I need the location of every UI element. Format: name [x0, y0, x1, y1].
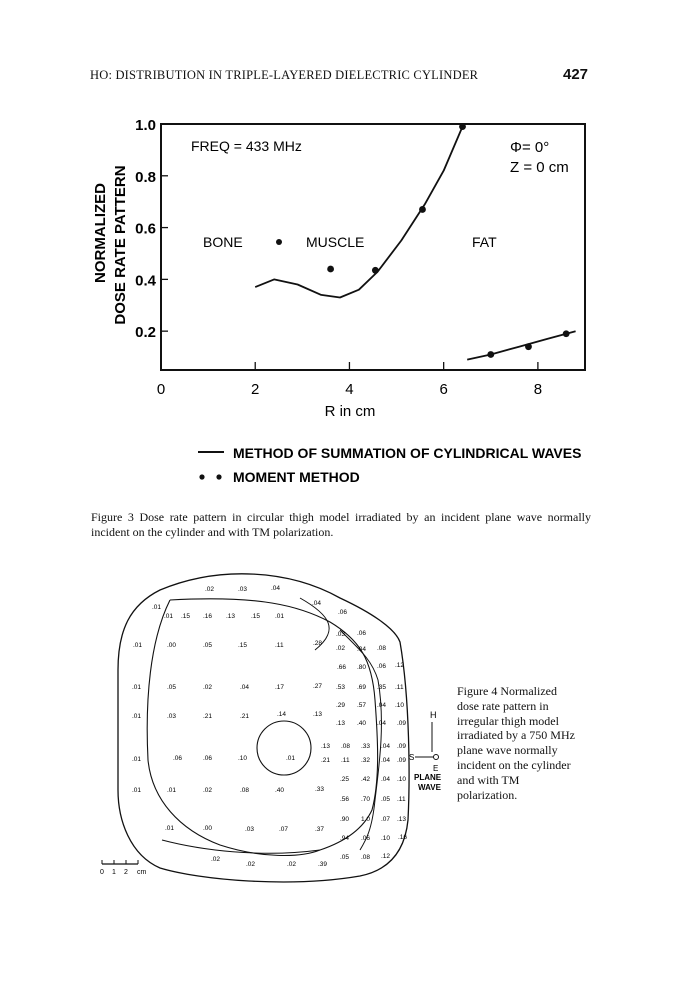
dose-rate-value: .05	[203, 642, 213, 649]
region-label-muscle: MUSCLE	[306, 234, 365, 250]
dose-rate-value: .94	[340, 835, 350, 842]
dose-rate-value: 1.0	[361, 816, 371, 823]
caption-line: Figure 4 Normalized	[457, 684, 557, 698]
dose-rate-value: .04	[271, 585, 281, 592]
dose-rate-value: .01	[167, 787, 177, 794]
region-label-fat: FAT	[472, 234, 497, 250]
dose-rate-value: .07	[279, 826, 289, 833]
dose-rate-value: .10	[397, 776, 407, 783]
dose-rate-value: .13	[313, 711, 323, 718]
dose-rate-value: .02	[336, 645, 346, 652]
dose-rate-value: .01	[132, 684, 142, 691]
dose-rate-value: .04	[312, 600, 322, 607]
dose-rate-value: .10	[395, 702, 405, 709]
y-tick-label: 1.0	[135, 117, 156, 134]
scale-label-0: 0	[100, 869, 104, 876]
figure-3-caption: Figure 3 Dose rate pattern in circular thigh model irradiated by an incident plane wave normally incident on the cylinder and with TM polarization.	[91, 510, 591, 539]
dose-rate-value: .01	[132, 756, 142, 763]
dose-rate-value: .13	[336, 720, 346, 727]
x-tick-label: 0	[156, 381, 166, 398]
dose-rate-value: .06	[361, 835, 371, 842]
dose-rate-value: .05	[381, 796, 391, 803]
dose-rate-value: .90	[340, 816, 350, 823]
dose-rate-value: .10	[381, 835, 391, 842]
dose-rate-value: .39	[318, 861, 328, 868]
dose-rate-value: .08	[341, 743, 351, 750]
dose-rate-value: .56	[340, 796, 350, 803]
dose-rate-value: .33	[315, 786, 325, 793]
dose-rate-value: .42	[361, 776, 371, 783]
dose-rate-value: .21	[203, 713, 213, 720]
y-axis-label-line2: DOSE RATE PATTERN	[112, 165, 129, 325]
dose-rate-value: .05	[167, 684, 177, 691]
figure-4-caption	[457, 684, 597, 802]
dose-rate-value: .00	[203, 825, 213, 832]
dose-rate-value: .11	[397, 796, 406, 803]
dose-rate-value: .02	[203, 787, 213, 794]
z-annotation: Z = 0 cm	[510, 159, 569, 176]
dose-rate-value: .09	[397, 720, 407, 727]
legend-label-summation: METHOD OF SUMMATION OF CYLINDRICAL WAVES	[233, 445, 582, 461]
dose-rate-value: .12	[381, 853, 391, 860]
dose-rate-value: .14	[277, 711, 287, 718]
dose-rate-value: .09	[397, 757, 407, 764]
dose-rate-value: .15	[181, 613, 191, 620]
dose-rate-value: .15	[251, 613, 261, 620]
region-label-bone: BONE	[203, 234, 243, 250]
dose-rate-value: .02	[287, 861, 297, 868]
scale-label-2: 2	[124, 869, 128, 876]
dose-rate-value: .13	[226, 613, 236, 620]
dose-rate-value: .08	[240, 787, 250, 794]
dose-rate-value: .15	[238, 642, 248, 649]
dose-rate-value: .21	[240, 713, 250, 720]
dose-rate-value: .12	[395, 662, 405, 669]
dose-rate-value: .01	[152, 604, 162, 611]
caption-line: polarization.	[457, 787, 518, 802]
x-tick-label: 6	[439, 381, 448, 398]
dose-rate-value: .11	[341, 757, 350, 764]
dose-rate-value: .37	[315, 826, 325, 833]
dose-rate-value: .03	[336, 631, 346, 638]
h-field-label: H	[430, 710, 437, 720]
dose-rate-value: .03	[245, 826, 255, 833]
dose-rate-value: .66	[337, 664, 347, 671]
running-header-title: HO: DISTRIBUTION IN TRIPLE-LAYERED DIELECTRIC CYLINDER	[90, 68, 479, 82]
caption-line: irradiated by a 750 MHz	[457, 728, 575, 743]
s-direction-label: S	[409, 753, 415, 762]
dose-rate-value: .04	[377, 702, 387, 709]
dose-rate-value: .05	[340, 854, 350, 861]
dose-rate-value: .04	[381, 757, 391, 764]
dose-rate-value: .10	[238, 755, 248, 762]
dose-rate-value: .17	[275, 684, 285, 691]
dose-rate-value: .02	[211, 856, 221, 863]
dose-rate-value: .01	[165, 825, 175, 832]
dose-rate-value: .40	[275, 787, 285, 794]
dose-rate-value: .16	[398, 834, 408, 841]
caption-line: dose rate pattern in	[457, 698, 549, 713]
caption-line: incident on the cylinder	[457, 757, 571, 772]
bone-boundary	[257, 721, 311, 775]
dose-rate-value: .00	[167, 642, 177, 649]
page-number: 427	[563, 66, 589, 83]
dose-rate-value: .02	[246, 861, 256, 868]
dose-rate-value: .02	[203, 684, 213, 691]
dose-rate-value: .13	[397, 816, 407, 823]
frequency-annotation: FREQ = 433 MHz	[191, 138, 302, 154]
wave-origin-symbol	[434, 755, 439, 760]
dose-rate-value: .04	[377, 720, 387, 727]
dose-rate-value: .06	[338, 609, 348, 616]
caption-line: irregular thigh model	[457, 713, 559, 728]
dose-rate-value: .01	[275, 613, 285, 620]
dose-rate-value: .32	[361, 757, 371, 764]
y-tick-label: 0.4	[135, 272, 156, 290]
dose-rate-value: .01	[133, 642, 143, 649]
dose-rate-value: .13	[321, 743, 331, 750]
dose-rate-value: .28	[313, 640, 323, 647]
dose-rate-value: .07	[381, 816, 391, 823]
dose-rate-value: .08	[361, 854, 371, 861]
y-tick-label: 0.6	[135, 220, 156, 238]
y-tick-label: 0.2	[135, 324, 156, 342]
dose-rate-value: .57	[357, 702, 367, 709]
dose-rate-value: .11	[275, 642, 284, 649]
dose-rate-value: .69	[357, 684, 367, 691]
dose-rate-value: .53	[336, 684, 346, 691]
x-tick-label: 8	[533, 381, 543, 398]
dose-rate-value: .06	[173, 755, 183, 762]
scale-label-1: 1	[112, 869, 116, 876]
plane-wave-label-2: WAVE	[418, 783, 441, 792]
dose-rate-value: .08	[377, 645, 387, 652]
dose-rate-value: .01	[132, 713, 142, 720]
dose-rate-value: .25	[340, 776, 350, 783]
dose-rate-value: .80	[357, 664, 367, 671]
dose-rate-value: .01	[132, 787, 142, 794]
dose-rate-value: .03	[238, 586, 248, 593]
caption-line: plane wave normally	[457, 743, 558, 758]
caption-line: and with TM	[457, 772, 520, 787]
scale-label-cm: cm	[137, 869, 147, 876]
phi-annotation: Φ= 0°	[510, 139, 550, 156]
dose-rate-value: .27	[313, 683, 323, 690]
y-axis-label-line1: NORMALIZED	[92, 183, 109, 283]
dose-rate-value: .21	[321, 757, 331, 764]
legend-label-moment: MOMENT METHOD	[233, 469, 360, 485]
dose-rate-value: .09	[397, 743, 407, 750]
dose-rate-value: .04	[357, 646, 367, 653]
dose-rate-value: .04	[381, 743, 391, 750]
dose-rate-value: .06	[377, 663, 387, 670]
dose-rate-value: .02	[205, 586, 215, 593]
dose-rate-value: .03	[167, 713, 177, 720]
dose-rate-value: .04	[240, 684, 250, 691]
x-tick-label: 2	[251, 381, 260, 398]
dose-rate-value: .11	[395, 684, 404, 691]
plane-wave-label-1: PLANE	[414, 773, 442, 782]
x-axis-label: R in cm	[324, 403, 376, 420]
dose-rate-value: .01	[164, 613, 174, 620]
dose-rate-value: .01	[286, 755, 296, 762]
dose-rate-value: .33	[361, 743, 371, 750]
dose-rate-value: .06	[203, 755, 213, 762]
x-tick-label: 4	[345, 381, 354, 398]
y-tick-label: 0.8	[135, 168, 156, 186]
dose-rate-value: .70	[361, 796, 371, 803]
dose-rate-value: .06	[357, 630, 367, 637]
dose-rate-value: .04	[381, 776, 391, 783]
dose-rate-value: .29	[336, 702, 346, 709]
dose-rate-value: .16	[203, 613, 213, 620]
dose-rate-value: .40	[357, 720, 367, 727]
e-field-label: E	[433, 764, 439, 773]
dose-rate-value: .35	[377, 684, 387, 691]
